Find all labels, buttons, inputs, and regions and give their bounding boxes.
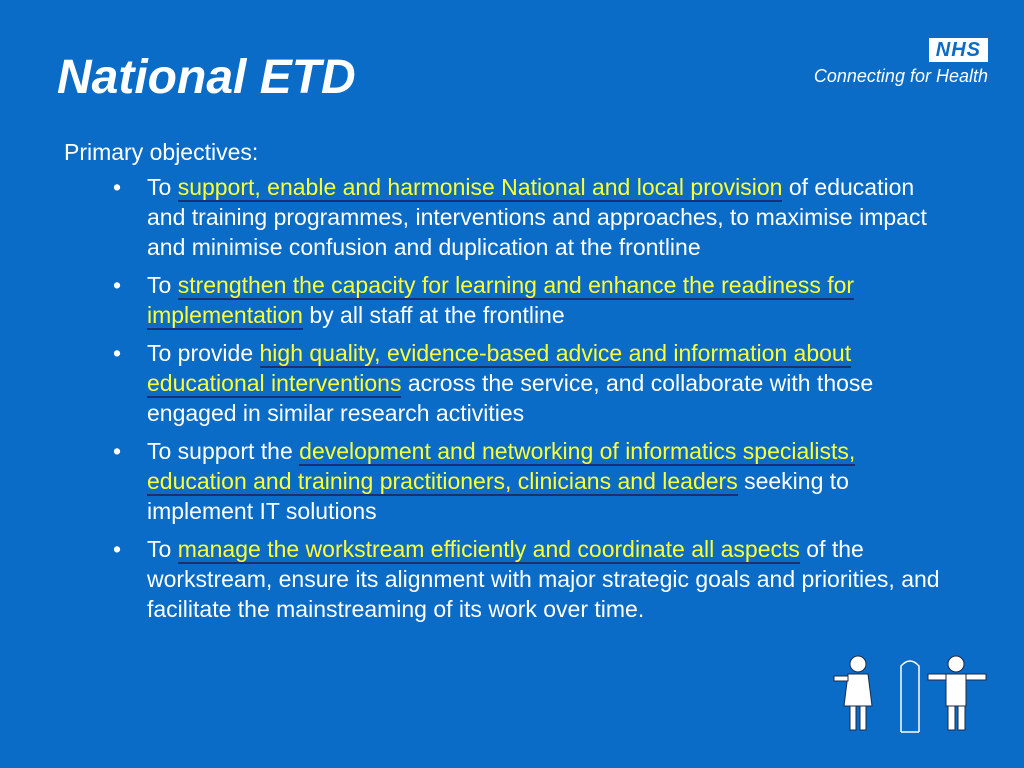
list-item bbox=[113, 172, 943, 262]
bullet-icon: • bbox=[113, 536, 122, 562]
bullet-highlight: high quality, evidence-based advice and information about educational interventions bbox=[147, 340, 852, 396]
objectives-list bbox=[113, 172, 943, 632]
slide-title: National ETD bbox=[57, 51, 356, 104]
bullet-rest: by all staff at the frontline bbox=[302, 302, 565, 328]
nhs-logo-mark: NHS bbox=[929, 38, 988, 62]
bullet-rest: of education and training programmes, interventions and approaches, to maximise impact and minimise confusion and duplication at the frontline bbox=[147, 174, 927, 260]
bullet-highlight: development and networking of informatics specialists, education and training practitioners, clinicians and leaders bbox=[147, 438, 856, 494]
bullet-highlight: support, enable and harmonise National and local provision bbox=[177, 174, 783, 200]
nhs-logo-tagline: Connecting for Health bbox=[813, 66, 988, 86]
list-item bbox=[113, 436, 943, 526]
bullet-lead: To bbox=[147, 272, 178, 298]
doorway-icon bbox=[901, 661, 919, 732]
nurse-figure-icon bbox=[834, 656, 872, 730]
doctor-figure-icon bbox=[928, 656, 986, 730]
list-item bbox=[113, 270, 943, 330]
staff-figures-illustration bbox=[828, 654, 988, 734]
bullet-highlight: manage the workstream efficiently and coordinate all aspects bbox=[177, 536, 800, 562]
bullet-lead: To bbox=[147, 174, 178, 200]
bullet-lead: To bbox=[147, 536, 178, 562]
bullet-icon: • bbox=[113, 272, 122, 298]
nhs-logo bbox=[768, 38, 988, 86]
bullet-icon: • bbox=[113, 438, 122, 464]
list-item bbox=[113, 338, 943, 428]
bullet-lead: To support the bbox=[147, 438, 300, 464]
bullet-rest: seeking to implement IT solutions bbox=[147, 468, 849, 524]
bullet-icon: • bbox=[113, 340, 122, 366]
bullet-highlight: strengthen the capacity for learning and enhance the readiness for implementation bbox=[147, 272, 855, 328]
bullet-icon: • bbox=[113, 174, 122, 200]
list-item bbox=[113, 534, 943, 624]
intro-text: Primary objectives: bbox=[64, 139, 259, 165]
bullet-lead: To provide bbox=[147, 340, 260, 366]
bullet-rest: of the workstream, ensure its alignment with major strategic goals and priorities, and facilitate the mainstreaming of its work over time. bbox=[147, 536, 940, 622]
bullet-rest: across the service, and collaborate with those engaged in similar research activities bbox=[147, 370, 874, 426]
